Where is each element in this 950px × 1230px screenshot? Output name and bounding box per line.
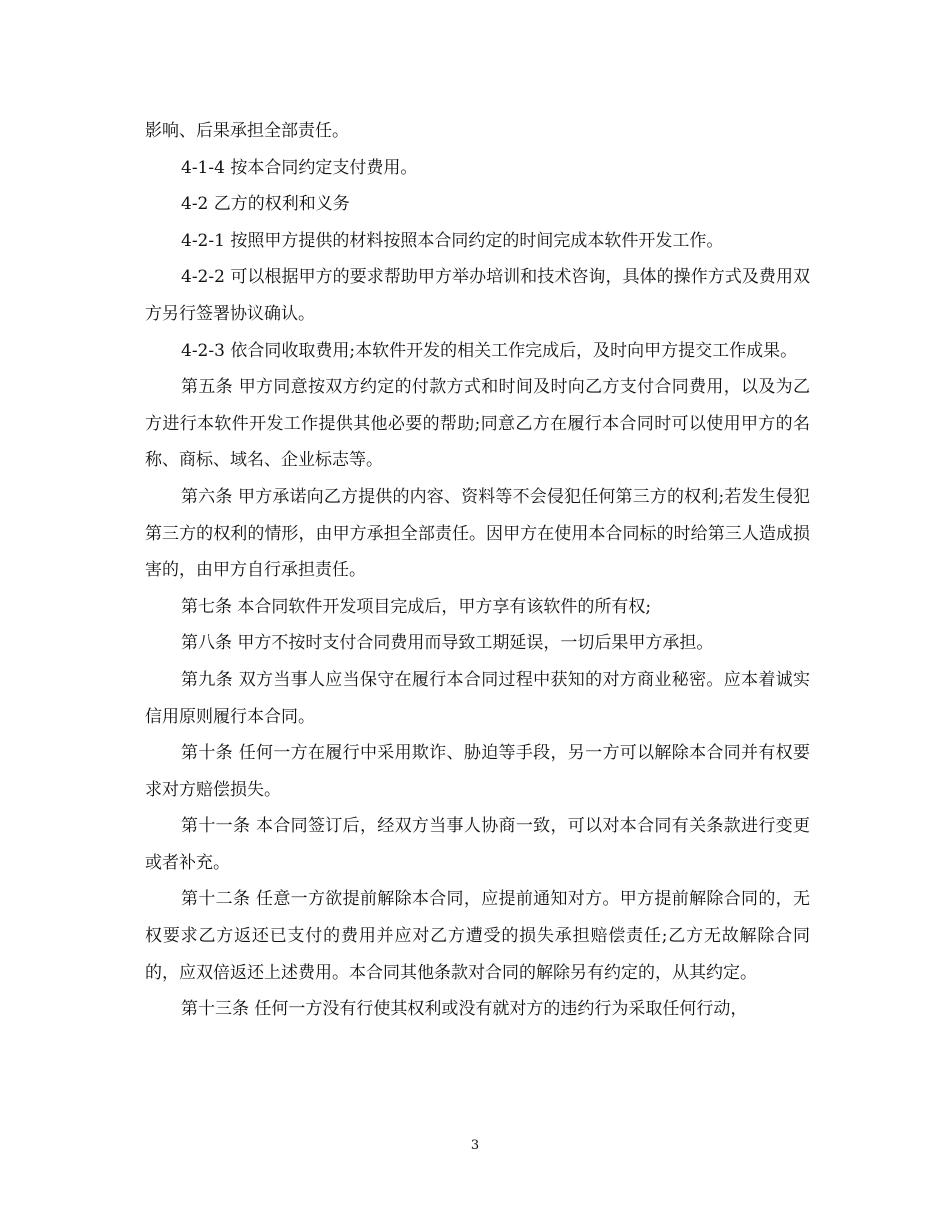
article-13: 第十三条 任何一方没有行使其权利或没有就对方的违约行为采取任何行动， — [181, 999, 748, 1020]
paragraph-4-2-heading: 4-2 乙方的权利和义务 — [181, 194, 350, 215]
article-12: 第十二条 任意一方欲提前解除本合同，应提前通知对方。甲方提前解除合同的，无权要求乙方返还已支付的费用并应对乙方遭受的损失承担赔偿责任;乙方无故解除合同的，应双倍返还上述费用。本合同其他条款对合同的解除另有约定的，从其约定。 — [145, 889, 810, 983]
page-number: 3 — [470, 1138, 480, 1153]
paragraph-4-1-4: 4-1-4 按本合同约定支付费用。 — [181, 157, 418, 178]
paragraph-4-2-3: 4-2-3 依合同收取费用;本软件开发的相关工作完成后，及时向甲方提交工作成果。 — [181, 340, 798, 361]
article-7: 第七条 本合同软件开发项目完成后，甲方享有该软件的所有权; — [181, 596, 652, 617]
paragraph-4-2-2: 4-2-2 可以根据甲方的要求帮助甲方举办培训和技术咨询，具体的操作方式及费用双方另行签署协议确认。 — [145, 267, 810, 324]
article-8: 第八条 甲方不按时支付合同费用而导致工期延误，一切后果甲方承担。 — [181, 633, 714, 654]
article-11: 第十一条 本合同签订后，经双方当事人协商一致，可以对本合同有关条款进行变更或者补充。 — [145, 816, 810, 873]
paragraph-4-2-1: 4-2-1 按照甲方提供的材料按照本合同约定的时间完成本软件开发工作。 — [181, 230, 724, 251]
article-6: 第六条 甲方承诺向乙方提供的内容、资料等不会侵犯任何第三方的权利;若发生侵犯第三方的权利的情形，由甲方承担全部责任。因甲方在使用本合同标的时给第三人造成损害的，由甲方自行承担责任。 — [145, 486, 810, 581]
paragraph-continuation: 影响、后果承担全部责任。 — [145, 121, 349, 141]
contract-body — [145, 113, 810, 1028]
article-10: 第十条 任何一方在履行中采用欺诈、胁迫等手段，另一方可以解除本合同并有权要求对方赔偿损失。 — [145, 743, 810, 800]
article-9: 第九条 双方当事人应当保守在履行本合同过程中获知的对方商业秘密。应本着诚实信用原则履行本合同。 — [145, 669, 810, 727]
article-5: 第五条 甲方同意按双方约定的付款方式和时间及时向乙方支付合同费用，以及为乙方进行本软件开发工作提供其他必要的帮助;同意乙方在履行本合同时可以使用甲方的名称、商标、域名、企业标志等。 — [145, 377, 810, 471]
